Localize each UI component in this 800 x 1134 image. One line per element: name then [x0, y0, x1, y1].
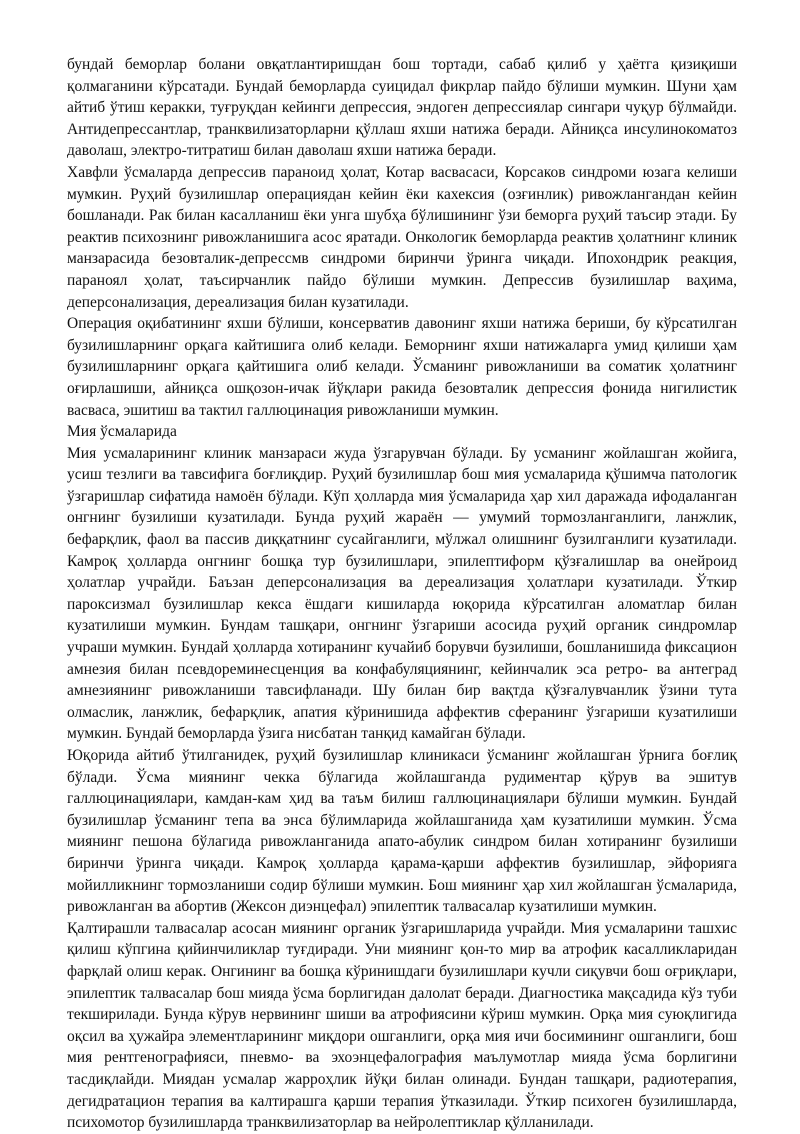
document-page [67, 54, 737, 1134]
paragraph-postpartum-depression: бундай беморлар болани овқатлантиришдан бош тортади, сабаб қилиб у ҳаётга қизиқиши қолмаганини кўрсатади. Бундай беморларда суицидал фикрлар пайдо бўлиши мумкин. Шуни ҳам айтиб ўтиш керакки, туғруқдан кейинги депрессия, эндоген депрессиялар сингари чуқур бўлмайди. Антидепрессантлар, транквилизаторларни қўллаш яхши натижа беради. Айниқса инсулинокоматоз даволаш, электро-титратиш билан даволаш яхши натижа беради. [67, 56, 737, 160]
paragraph-malignant-tumors: Хавфли ўсмаларда депрессив параноид ҳолат, Котар васвасаси, Корсаков синдроми юзага келиши мумкин. Руҳий бузилишлар операциядан кейин ёки кахексия (озғинлик) ривожлангандан кейин бошланади. Рак билан касалланиш ёки унга шубҳа бўлишининг ўзи беморга руҳий таъсир этади. Бу реактив психознинг ривожланишига асос яратади. Онкологик беморларда реактив ҳолатнинг клиник манзарасида безовталик-депрессмв синдроми биринчи ўринга чиқади. Ипохондрик реакция, параноял ҳолат, таъсирчанлик пайдо бўлиши мумкин. Депрессив бузилишлар ваҳима, деперсонализация, дереализация билан кузатилади. [67, 163, 737, 311]
paragraph-diagnosis-treatment: Қалтирашли талвасалар асосан миянинг органик ўзгаришларида учрайди. Мия усмаларини ташхис қилиш кўпгина қийинчиликлар туғдиради. Уни миянинг қон-то мир ва атрофик касалликларидан фарқлай олиш керак. Онгининг ва бошқа кўринишдаги бузилишлари кучли сиқувчи бош оғриқлари, эпилептик талвасалар бош мияда ўсма борлигидан далолат беради. Диагностика мақсадида кўз туби текширилади. Бунда кўрув нервининг шиши ва атрофиясини кўриш мумкин. Орқа мия суюқлигида оқсил ва ҳужайра элементларининг миқдори ошганлиги, орқа мия ичи босимининг ошганлиги, бош мия рентгенографияси, пневмо- ва эхоэнцефалография маълумотлар мияда ўсма борлигини тасдиқлайди. Миядан усмалар жарроҳлик йўқи билан олинади. Бундан ташқари, радиотерапия, дегидратацион терапия ва калтирашга қарши терапия ўтказилади. Ўткир психоген бузилишларда, психомотор бузилишларда транквилизаторлар ва нейролептиклар қўлланилади. [67, 919, 737, 1132]
paragraph-brain-tumor-clinical-picture: Мия усмаларининг клиник манзараси жуда ўзгарувчан бўлади. Бу усманинг жойлашган жойига, усиш тезлиги ва тавсифига боғлиқдир. Руҳий бузилишлар бош мия усмаларида қўшимча патологик ўзгаришлар сифатида намоён бўлади. Кўп ҳолларда мия ўсмаларида ҳар хил даражада ифодаланган онгнинг бузилиши кузатилади. Бунда руҳий жараён — умумий тормозланганлиги, ланжлик, бефарқлик, фаол ва пассив диққатнинг сусайганлиги, мўлжал олишнинг бузилганлиги кузатилади. Камроқ ҳолларда онгнинг бошқа тур бузилишлари, эпилептиформ қўзғалишлар ва онейроид ҳолатлар учрайди. Баъзан деперсонализация ва дереализация ҳолатлари кузатилади. Ўткир пароксизмал бузилишлар кекса ёшдаги кишиларда юқорида кўрсатилган аломатлар билан кузатилиши мумкин. Бундам ташқари, онгнинг ўзгариши асосида руҳий органик синдромлар учраши мумкин. Бундай ҳолларда хотиранинг кучайиб борувчи бузилиши, бошланишида фиксацион амнезия билан псевдореминесценция ва конфабуляциянинг, кейинчалик эса ретро- ва антеград амнезиянинг ривожланиши тавсифланади. Шу билан бир вақтда қўзғалувчанлик ўзини тута олмаслик, ланжлик, бефарқлик, апатия кўринишида аффектив сферанинг ўзгариши кузатилиши мумкин. Бундай беморларда ўзига нисбатан танқид камайган бўлади. [67, 444, 737, 743]
paragraph-operation-outcome: Операция оқибатининг яхши бўлиши, консерватив давонинг яхши натижа бериши, бу кўрсатилган бузилишларнинг орқага кайтишига олиб келади. Беморнинг яхши натижаларга умид қилиши ҳам бузилишларнинг орқага қайтишига олиб келади. Ўсманинг ривожланиши ва соматик ҳолатнинг оғирлашиши, айниқса ошқозон-ичак йўқлари ракида безовталик депрессия фонида нигилистик васваса, эшитиш ва тактил галлюцинация ривожланиши мумкин. [67, 315, 737, 419]
section-heading-brain-tumors: Мия ўсмаларида [67, 423, 177, 441]
paragraph-tumor-location: Юқорида айтиб ўтилганидек, руҳий бузилишлар клиникаси ўсманинг жойлашган ўрнига боғлиқ бўлади. Ўсма миянинг чекка бўлагида жойлашганда рудиментар қўрув ва эшитув галлюцинациялари, камдан-кам ҳид ва таъм билиш галлюцинациялари бўлиши мумкин. Бундай бузилишлар ўсманинг тепа ва энса бўлимларида жойлашганида ҳам кузатилиши мумкин. Ўсма миянинг пешона бўлагида ривожланганида апато-абулик синдром билан хотиранинг бузилиши биринчи ўринга чиқади. Камроқ ҳолларда қарама-қарши аффектив бузилишлар, эйфорияга мойилликнинг тормозланиши содир бўлиши мумкин. Бош миянинг ҳар хил жойлашган ўсмаларида, ривожланган ва абортив (Жексон диэнцефал) эпилептик талвасалар кузатилиши мумкин. [67, 747, 737, 916]
